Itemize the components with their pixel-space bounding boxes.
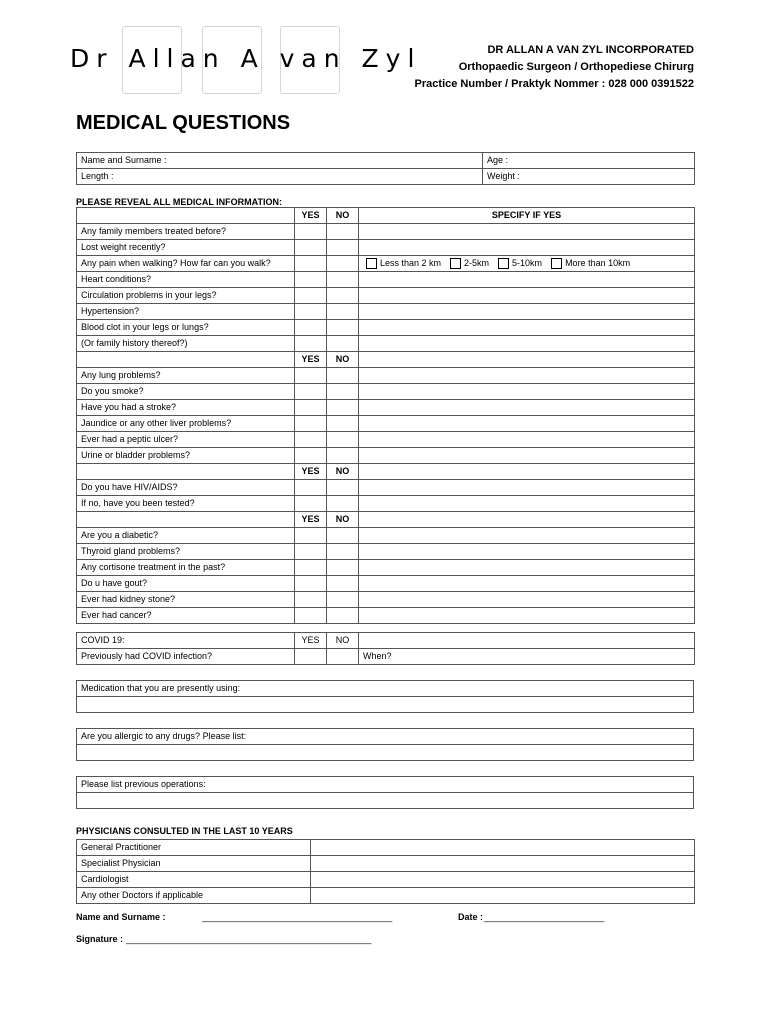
question-label: Any cortisone treatment in the past? xyxy=(77,560,295,576)
question-row xyxy=(77,224,695,240)
walk-distance-option: 2-5km xyxy=(464,258,490,268)
question-row xyxy=(77,304,695,320)
question-label: Circulation problems in your legs? xyxy=(77,288,295,304)
header-blank xyxy=(359,464,695,480)
no-answer-cell[interactable] xyxy=(327,368,359,384)
covid-yes[interactable]: YES xyxy=(295,633,327,649)
no-column-header: NO xyxy=(327,464,359,480)
no-column-header: NO xyxy=(327,208,359,224)
no-answer-cell[interactable] xyxy=(327,400,359,416)
yes-answer-cell[interactable] xyxy=(295,560,327,576)
question-label: Ever had a peptic ulcer? xyxy=(77,432,295,448)
physicians-heading: PHYSICIANS CONSULTED IN THE LAST 10 YEARS xyxy=(76,826,293,836)
practice-number: Practice Number / Praktyk Nommer : 028 000 0391522 xyxy=(414,78,694,90)
covid-table xyxy=(76,632,695,665)
covid-when-field[interactable]: When? xyxy=(359,649,695,665)
medication-label: Medication that you are presently using: xyxy=(77,681,694,697)
specify-cell[interactable] xyxy=(359,608,695,624)
no-answer-cell[interactable] xyxy=(327,336,359,352)
operations-table xyxy=(76,776,694,809)
yes-answer-cell[interactable] xyxy=(295,240,327,256)
no-answer-cell[interactable] xyxy=(327,240,359,256)
covid-previous-label: Previously had COVID infection? xyxy=(77,649,295,665)
question-label: Do u have gout? xyxy=(77,576,295,592)
yes-answer-cell[interactable] xyxy=(295,608,327,624)
no-answer-cell[interactable] xyxy=(327,544,359,560)
physician-type-label: Cardiologist xyxy=(77,872,311,888)
no-answer-cell[interactable] xyxy=(327,416,359,432)
header-blank xyxy=(77,512,295,528)
question-label: Ever had kidney stone? xyxy=(77,592,295,608)
reveal-heading: PLEASE REVEAL ALL MEDICAL INFORMATION: xyxy=(76,197,283,207)
yes-answer-cell[interactable] xyxy=(295,592,327,608)
question-row xyxy=(77,384,695,400)
specify-cell[interactable] xyxy=(359,240,695,256)
walk-distance-checkbox[interactable] xyxy=(366,258,377,269)
no-answer-cell[interactable] xyxy=(327,480,359,496)
question-label: If no, have you been tested? xyxy=(77,496,295,512)
question-label: Are you a diabetic? xyxy=(77,528,295,544)
physician-row xyxy=(77,856,695,872)
walk-distance-option: Less than 2 km xyxy=(380,258,442,268)
question-row xyxy=(77,336,695,352)
yes-answer-cell[interactable] xyxy=(295,384,327,400)
specify-cell[interactable] xyxy=(359,560,695,576)
specify-cell[interactable] xyxy=(359,496,695,512)
physician-type-label: Specialist Physician xyxy=(77,856,311,872)
question-row xyxy=(77,432,695,448)
section-header-row xyxy=(77,208,695,224)
yes-answer-cell[interactable] xyxy=(295,448,327,464)
allergy-field[interactable] xyxy=(77,745,694,761)
physician-row xyxy=(77,840,695,856)
question-label: Any lung problems? xyxy=(77,368,295,384)
yes-answer-cell[interactable] xyxy=(295,320,327,336)
specify-cell[interactable] xyxy=(359,448,695,464)
footer-name-line[interactable]: ______________________________________ xyxy=(202,912,393,922)
question-row xyxy=(77,320,695,336)
company-subtitle: Orthopaedic Surgeon / Orthopediese Chirurg xyxy=(458,61,694,73)
no-answer-cell[interactable] xyxy=(327,608,359,624)
yes-answer-cell[interactable] xyxy=(295,256,327,272)
yes-answer-cell[interactable] xyxy=(295,528,327,544)
no-answer-cell[interactable] xyxy=(327,448,359,464)
question-label: Thyroid gland problems? xyxy=(77,544,295,560)
yes-answer-cell[interactable] xyxy=(295,336,327,352)
specify-cell[interactable] xyxy=(359,320,695,336)
no-answer-cell[interactable] xyxy=(327,432,359,448)
question-row xyxy=(77,496,695,512)
footer-name-label: Name and Surname : xyxy=(76,912,166,922)
allergy-table xyxy=(76,728,694,761)
footer-signature-label: Signature : xyxy=(76,934,124,944)
footer-date-label: Date : xyxy=(458,912,484,922)
question-row xyxy=(77,528,695,544)
header-blank xyxy=(359,512,695,528)
walk-distance-checkbox[interactable] xyxy=(498,258,509,269)
allergy-label: Are you allergic to any drugs? Please list: xyxy=(77,729,694,745)
operations-label: Please list previous operations: xyxy=(77,777,694,793)
specify-cell[interactable] xyxy=(359,336,695,352)
question-label: Any pain when walking? How far can you walk? xyxy=(77,256,295,272)
specify-cell[interactable] xyxy=(359,272,695,288)
physician-name-field[interactable] xyxy=(311,856,695,872)
weight-field[interactable]: Weight : xyxy=(483,169,695,185)
header-blank xyxy=(359,352,695,368)
question-label: Hypertension? xyxy=(77,304,295,320)
physician-name-field[interactable] xyxy=(311,840,695,856)
no-answer-cell[interactable] xyxy=(327,256,359,272)
yes-column-header: YES xyxy=(295,512,327,528)
specify-cell[interactable] xyxy=(359,544,695,560)
question-row xyxy=(77,560,695,576)
specify-cell[interactable] xyxy=(359,416,695,432)
specify-cell[interactable] xyxy=(359,480,695,496)
no-answer-cell[interactable] xyxy=(327,384,359,400)
question-row xyxy=(77,400,695,416)
specify-cell[interactable] xyxy=(359,384,695,400)
operations-field[interactable] xyxy=(77,793,694,809)
no-column-header: NO xyxy=(327,352,359,368)
question-label: Ever had cancer? xyxy=(77,608,295,624)
yes-answer-cell[interactable] xyxy=(295,576,327,592)
covid-no[interactable]: NO xyxy=(327,633,359,649)
specify-cell[interactable] xyxy=(359,576,695,592)
header-blank xyxy=(77,208,295,224)
covid-previous-no[interactable] xyxy=(327,649,359,665)
question-row xyxy=(77,480,695,496)
page-title: MEDICAL QUESTIONS xyxy=(76,112,291,134)
physician-name-field[interactable] xyxy=(311,888,695,904)
question-row xyxy=(77,448,695,464)
no-answer-cell[interactable] xyxy=(327,304,359,320)
company-name: DR ALLAN A VAN ZYL INCORPORATED xyxy=(487,44,694,56)
walk-distance-option: More than 10km xyxy=(565,258,631,268)
no-answer-cell[interactable] xyxy=(327,592,359,608)
medication-field[interactable] xyxy=(77,697,694,713)
yes-answer-cell[interactable] xyxy=(295,544,327,560)
yes-answer-cell[interactable] xyxy=(295,224,327,240)
no-answer-cell[interactable] xyxy=(327,560,359,576)
physician-type-label: Any other Doctors if applicable xyxy=(77,888,311,904)
header-blank xyxy=(77,464,295,480)
question-label: Have you had a stroke? xyxy=(77,400,295,416)
section-header-row xyxy=(77,352,695,368)
age-field[interactable]: Age : xyxy=(483,153,695,169)
question-label: Jaundice or any other liver problems? xyxy=(77,416,295,432)
practice-logo xyxy=(70,20,422,100)
question-row xyxy=(77,576,695,592)
footer-date-line[interactable]: ________________________ xyxy=(484,912,605,922)
specify-cell[interactable] xyxy=(359,368,695,384)
question-row xyxy=(77,592,695,608)
medical-questions-table xyxy=(76,207,695,624)
yes-answer-cell[interactable] xyxy=(295,480,327,496)
yes-column-header: YES xyxy=(295,464,327,480)
specify-cell[interactable] xyxy=(359,592,695,608)
question-label: Lost weight recently? xyxy=(77,240,295,256)
no-answer-cell[interactable] xyxy=(327,496,359,512)
no-answer-cell[interactable] xyxy=(327,320,359,336)
yes-answer-cell[interactable] xyxy=(295,496,327,512)
covid-specify[interactable] xyxy=(359,633,695,649)
question-row xyxy=(77,272,695,288)
footer-signature-line[interactable]: _________________________________________________ xyxy=(126,934,372,944)
question-row xyxy=(77,368,695,384)
specify-cell[interactable] xyxy=(359,432,695,448)
question-label: Do you have HIV/AIDS? xyxy=(77,480,295,496)
physician-row xyxy=(77,872,695,888)
yes-answer-cell[interactable] xyxy=(295,288,327,304)
specify-column-header: SPECIFY IF YES xyxy=(359,208,695,224)
name-field[interactable]: Name and Surname : xyxy=(77,153,483,169)
specify-cell[interactable] xyxy=(359,304,695,320)
question-label: Blood clot in your legs or lungs? xyxy=(77,320,295,336)
physicians-table xyxy=(76,839,695,904)
walk-distance-checkbox[interactable] xyxy=(551,258,562,269)
no-column-header: NO xyxy=(327,512,359,528)
covid-label: COVID 19: xyxy=(77,633,295,649)
question-label: Do you smoke? xyxy=(77,384,295,400)
section-header-row xyxy=(77,464,695,480)
question-label: Urine or bladder problems? xyxy=(77,448,295,464)
specify-cell[interactable] xyxy=(359,224,695,240)
yes-answer-cell[interactable] xyxy=(295,368,327,384)
physician-row xyxy=(77,888,695,904)
question-row xyxy=(77,544,695,560)
yes-answer-cell[interactable] xyxy=(295,304,327,320)
specify-cell[interactable] xyxy=(359,400,695,416)
question-label: Any family members treated before? xyxy=(77,224,295,240)
length-field[interactable]: Length : xyxy=(77,169,483,185)
no-answer-cell[interactable] xyxy=(327,288,359,304)
personal-details-table xyxy=(76,152,695,185)
yes-answer-cell[interactable] xyxy=(295,416,327,432)
walk-distance-option: 5-10km xyxy=(512,258,543,268)
specify-cell[interactable] xyxy=(359,288,695,304)
question-row xyxy=(77,256,695,272)
section-header-row xyxy=(77,512,695,528)
question-row xyxy=(77,416,695,432)
no-answer-cell[interactable] xyxy=(327,576,359,592)
no-answer-cell[interactable] xyxy=(327,224,359,240)
question-label: (Or family history thereof?) xyxy=(77,336,295,352)
yes-answer-cell[interactable] xyxy=(295,400,327,416)
medication-table xyxy=(76,680,694,713)
no-answer-cell[interactable] xyxy=(327,272,359,288)
specify-cell[interactable] xyxy=(359,528,695,544)
question-label: Heart conditions? xyxy=(77,272,295,288)
question-row xyxy=(77,240,695,256)
yes-answer-cell[interactable] xyxy=(295,432,327,448)
physician-type-label: General Practitioner xyxy=(77,840,311,856)
physician-name-field[interactable] xyxy=(311,872,695,888)
specify-cell[interactable] xyxy=(359,256,695,272)
yes-column-header: YES xyxy=(295,352,327,368)
header-blank xyxy=(77,352,295,368)
covid-previous-yes[interactable] xyxy=(295,649,327,665)
yes-column-header: YES xyxy=(295,208,327,224)
question-row xyxy=(77,288,695,304)
logo-text: Dr Allan A van Zyl xyxy=(70,44,422,73)
question-row xyxy=(77,608,695,624)
yes-answer-cell[interactable] xyxy=(295,272,327,288)
no-answer-cell[interactable] xyxy=(327,528,359,544)
walk-distance-checkbox[interactable] xyxy=(450,258,461,269)
